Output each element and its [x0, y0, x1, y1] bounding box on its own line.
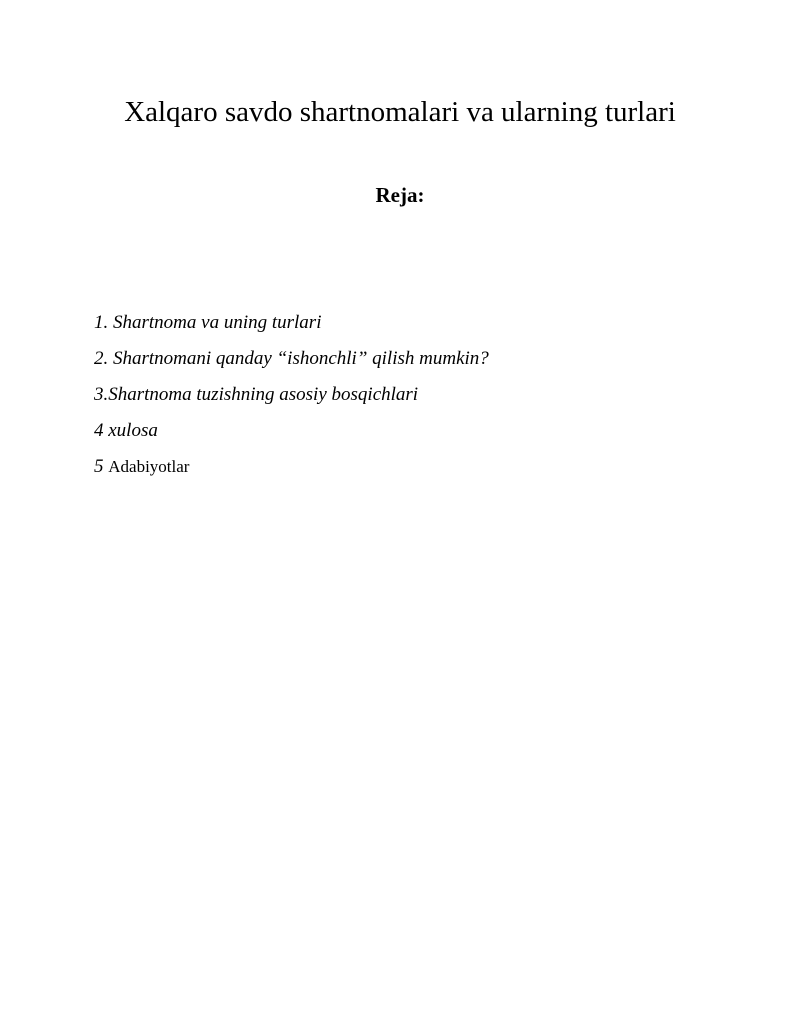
plan-item-number: 5	[94, 456, 104, 477]
plan-item: 1. Shartnoma va uning turlari	[94, 312, 322, 333]
plan-item-label: Adabiyotlar	[108, 457, 190, 476]
plan-item: 3.Shartnoma tuzishning asosiy bosqichlari	[94, 384, 419, 405]
document-title: Xalqaro savdo shartnomalari va ularning turlari	[124, 96, 676, 128]
plan-item: 2. Shartnomani qanday “ishonchli” qilish mumkin?	[94, 348, 489, 369]
plan-list	[94, 305, 489, 485]
plan-heading: Reja:	[375, 183, 425, 207]
plan-item: 4 xulosa	[94, 420, 158, 441]
plan-item	[94, 449, 489, 485]
